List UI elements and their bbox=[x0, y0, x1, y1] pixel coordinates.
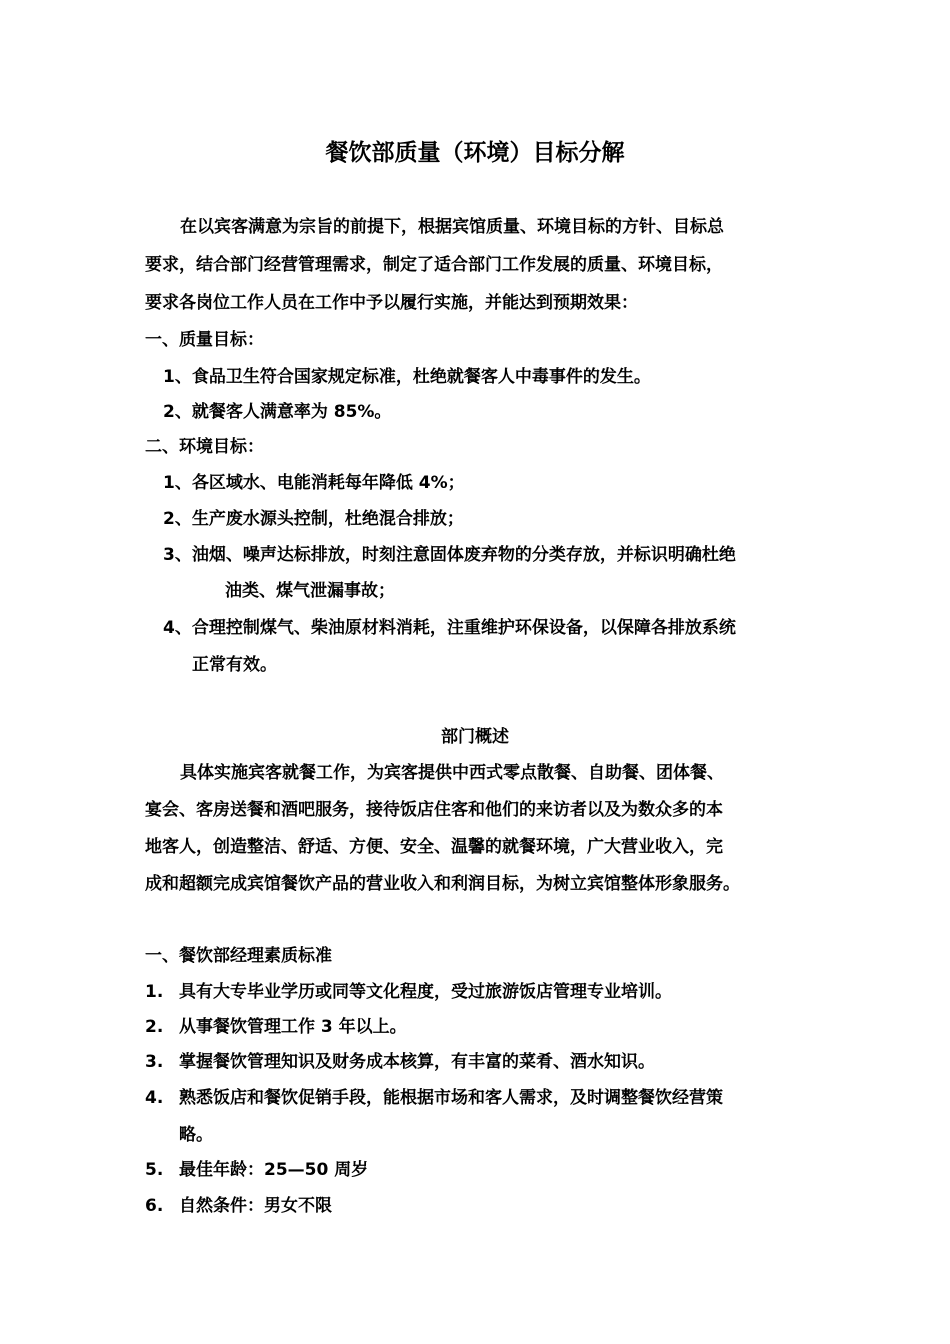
environment-item-3: 3、油烟、噪声达标排放，时刻注意固体废弃物的分类存放，并标识明确杜绝 bbox=[163, 545, 736, 565]
overview-line-4: 成和超额完成宾馆餐饮产品的营业收入和利润目标，为树立宾馆整体形象服务。 bbox=[145, 874, 740, 894]
manager-item-5 bbox=[145, 1159, 368, 1181]
intro-line-2: 要求，结合部门经营管理需求，制定了适合部门工作发展的质量、环境目标， bbox=[145, 255, 723, 275]
manager-item-number: 1. bbox=[145, 982, 164, 1002]
document-title: 餐饮部质量（环境）目标分解 bbox=[325, 140, 625, 166]
environment-item-2: 2、生产废水源头控制，杜绝混合排放； bbox=[163, 509, 464, 529]
manager-item-4-cont bbox=[145, 1124, 213, 1146]
manager-item-number: 6. bbox=[145, 1196, 164, 1216]
manager-item-4 bbox=[145, 1087, 723, 1109]
manager-heading: 一、餐饮部经理素质标准 bbox=[145, 946, 332, 966]
manager-item-text: 具有大专毕业学历或同等文化程度，受过旅游饭店管理专业培训。 bbox=[179, 982, 672, 1002]
manager-item-number: 2. bbox=[145, 1017, 164, 1037]
quality-heading: 一、质量目标： bbox=[145, 330, 264, 350]
manager-item-text: 掌握餐饮管理知识及财务成本核算，有丰富的菜肴、酒水知识。 bbox=[179, 1052, 655, 1072]
overview-line-3: 地客人，创造整洁、舒适、方便、安全、温馨的就餐环境，广大营业收入，完 bbox=[145, 837, 723, 857]
manager-item-text: 从事餐饮管理工作 3 年以上。 bbox=[179, 1017, 407, 1037]
manager-item-number: 4. bbox=[145, 1088, 164, 1108]
manager-item-text: 熟悉饭店和餐饮促销手段，能根据市场和客人需求，及时调整餐饮经营策 bbox=[179, 1088, 723, 1108]
overview-line-1: 具体实施宾客就餐工作，为宾客提供中西式零点散餐、自助餐、团体餐、 bbox=[180, 763, 724, 783]
quality-item-1: 1、食品卫生符合国家规定标准，杜绝就餐客人中毒事件的发生。 bbox=[163, 367, 651, 387]
environment-item-3-cont: 油类、煤气泄漏事故； bbox=[225, 581, 395, 601]
overview-line-2: 宴会、客房送餐和酒吧服务，接待饭店住客和他们的来访者以及为数众多的本 bbox=[145, 800, 723, 820]
quality-item-2: 2、就餐客人满意率为 85%。 bbox=[163, 402, 392, 422]
manager-item-6 bbox=[145, 1195, 332, 1217]
manager-item-text: 略。 bbox=[179, 1125, 213, 1145]
manager-item-3 bbox=[145, 1051, 655, 1073]
environment-item-4-cont: 正常有效。 bbox=[192, 655, 277, 675]
intro-line-3: 要求各岗位工作人员在工作中予以履行实施，并能达到预期效果： bbox=[145, 293, 638, 313]
manager-item-text: 自然条件：男女不限 bbox=[179, 1196, 332, 1216]
manager-item-number: 3. bbox=[145, 1052, 164, 1072]
manager-item-number: 5. bbox=[145, 1160, 164, 1180]
environment-heading: 二、环境目标： bbox=[145, 437, 264, 457]
intro-line-1: 在以宾客满意为宗旨的前提下，根据宾馆质量、环境目标的方针、目标总 bbox=[180, 217, 724, 237]
manager-item-2 bbox=[145, 1016, 407, 1038]
environment-item-4: 4、合理控制煤气、柴油原材料消耗，注重维护环保设备，以保障各排放系统 bbox=[163, 618, 736, 638]
environment-item-1: 1、各区域水、电能消耗每年降低 4%； bbox=[163, 473, 465, 493]
overview-heading: 部门概述 bbox=[441, 727, 509, 747]
manager-item-text: 最佳年龄：25—50 周岁 bbox=[179, 1160, 369, 1180]
manager-item-1 bbox=[145, 981, 672, 1003]
